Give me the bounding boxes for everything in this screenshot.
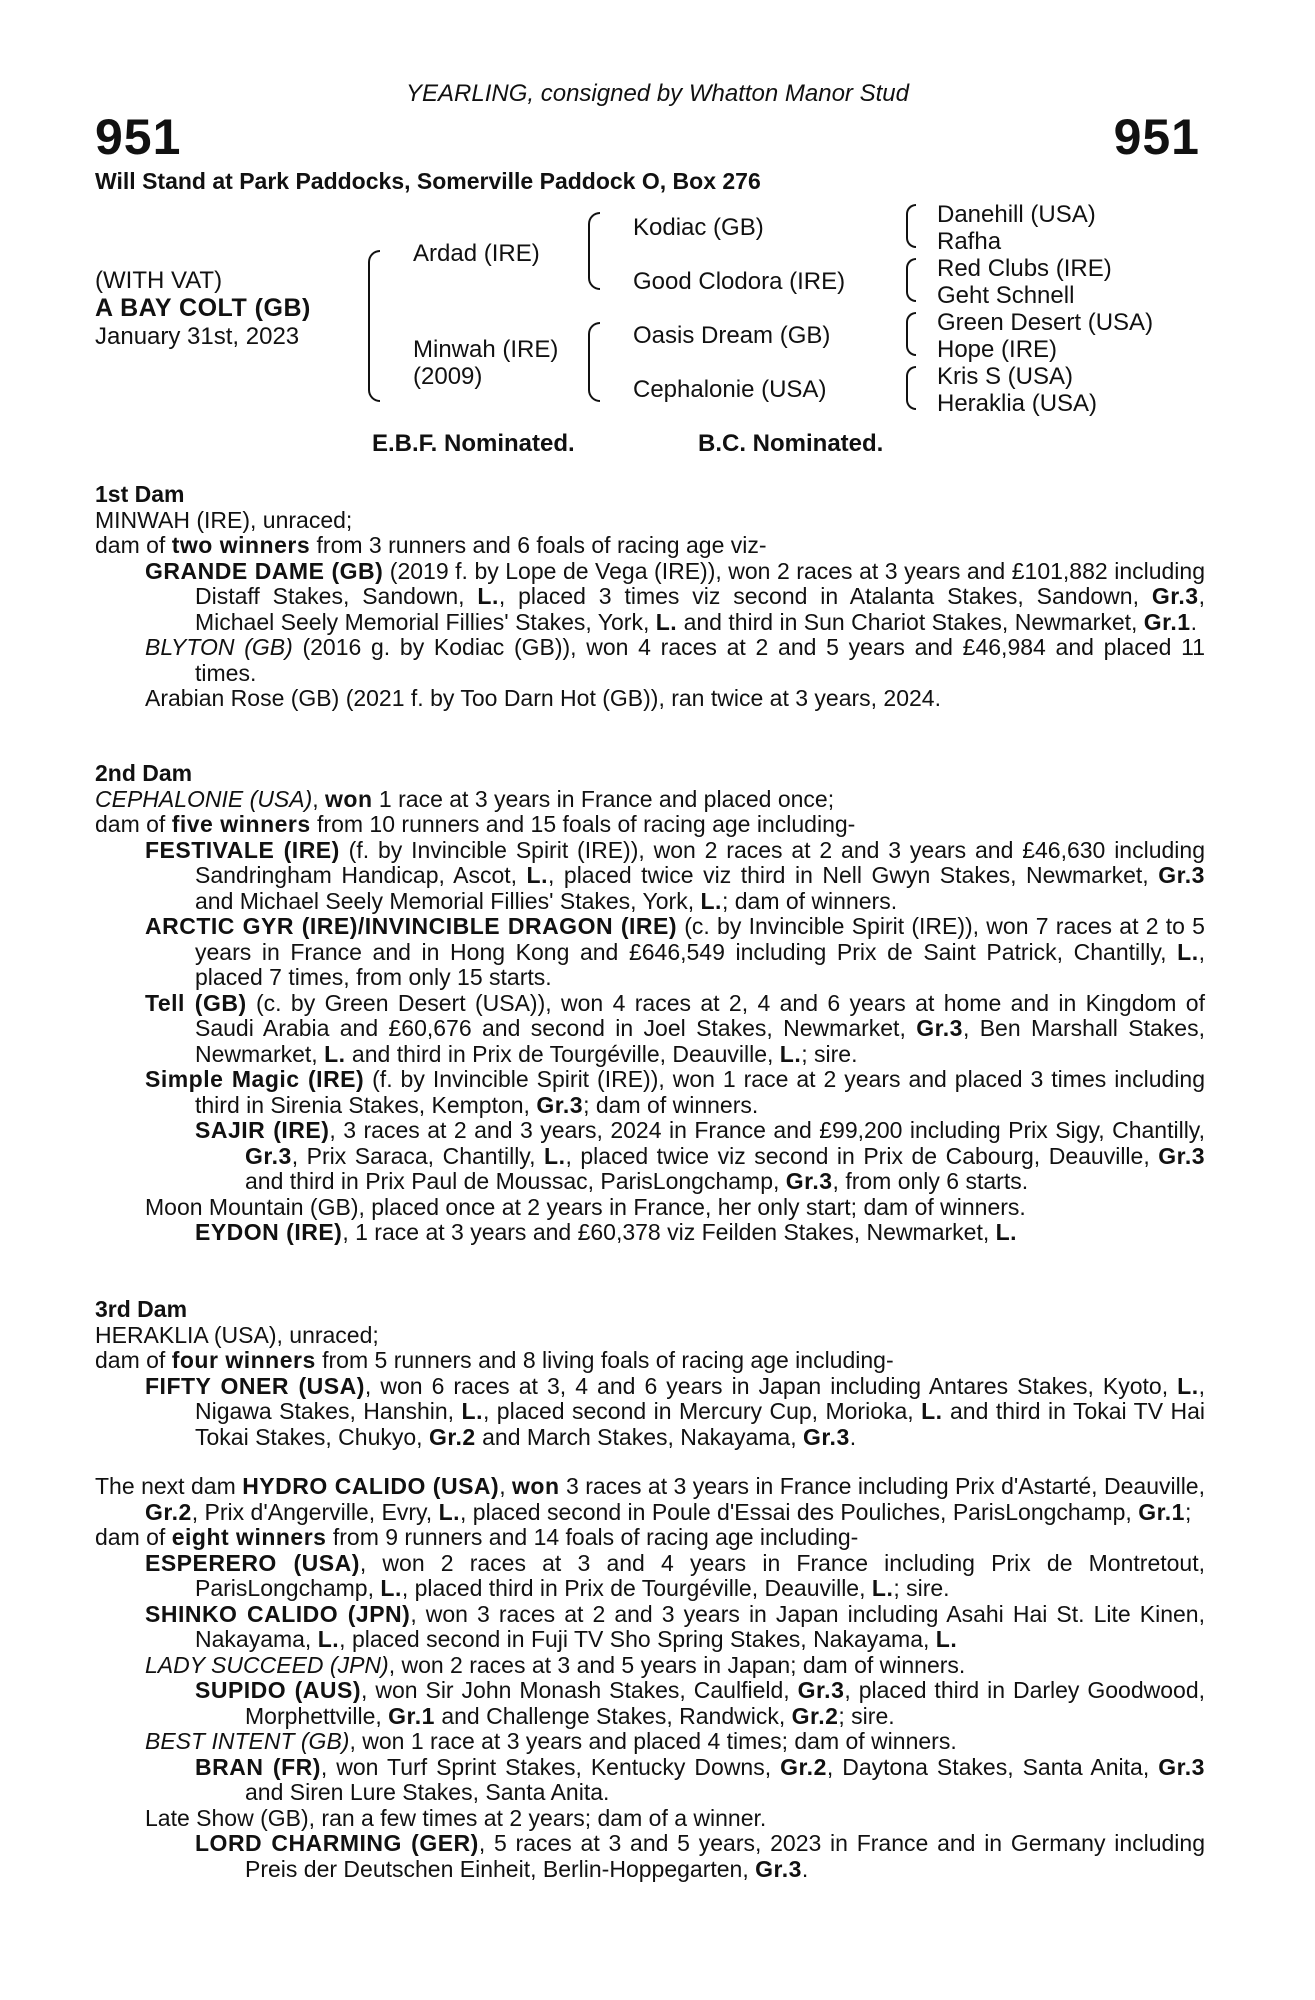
second-dam-entry-7: EYDON (IRE), 1 race at 3 years and £60,378 viz Feilden Stakes, Newmarket, L. <box>195 1219 1018 1245</box>
next-dam-line1: The next dam HYDRO CALIDO (USA), won 3 races at 3 years in France including Prix d'Astarté, Deauville, Gr.2, Prix d'Angerville, Evry, L., placed second in Poule d'Essai des Pouliches, ParisLongchamp, Gr.1; <box>95 1473 1205 1525</box>
next-dam-entry-2: SHINKO CALIDO (JPN), won 3 races at 2 and 3 years in Japan including Asahi Hai St. Lite Kinen, Nakayama, L., placed second in Fuji TV Sho Spring Stakes, Nakayama, L. <box>145 1600 1205 1652</box>
second-dam-entry-2: ARCTIC GYR (IRE)/INVINCIBLE DRAGON (IRE) (c. by Invincible Spirit (IRE)), won 7 races at 2 to 5 years in France and in Hong Kong and £646,549 including Prix de Saint Patrick, Chantilly, L., placed 7 times, from only 15 starts. <box>145 913 1205 990</box>
gen3-2: Rafha <box>937 228 1002 255</box>
third-dam-line1: HERAKLIA (USA), unraced; <box>95 1321 379 1348</box>
stand-location: Will Stand at Park Paddocks, Somerville Paddock O, Box 276 <box>95 168 761 194</box>
horse-name: A BAY COLT (GB) <box>95 294 311 322</box>
first-dam-entry-3: Arabian Rose (GB) (2021 f. by Too Darn Hot (GB)), ran twice at 3 years, 2024. <box>145 685 941 711</box>
third-dam-heading: 3rd Dam <box>95 1296 188 1322</box>
second-dam-entry-1: FESTIVALE (IRE) (f. by Invincible Spirit (IRE)), won 2 races at 2 and 3 years and £46,630 including Sandringham Handicap, Ascot, L., placed twice viz third in Nell Gwyn Stakes, Newmarket, Gr.3 and Michael Seely Memorial Fillies' Stakes, York, L.; dam of winners. <box>145 836 1205 914</box>
next-dam-line2: dam of eight winners from 9 runners and 14 foals of racing age including- <box>95 1524 859 1550</box>
pedigree-brace-g1 <box>906 204 916 248</box>
first-dam-entry-2: BLYTON (GB) (2016 g. by Kodiac (GB)), won 4 races at 2 and 5 years and £46,984 and placed 11 times. <box>145 634 1205 686</box>
dam-dam: Cephalonie (USA) <box>633 376 827 403</box>
next-dam-entry-4: SUPIDO (AUS), won Sir John Monash Stakes, Caulfield, Gr.3, placed third in Darley Goodwood, Morphettville, Gr.1 and Challenge Stakes, Randwick, Gr.2; sire. <box>195 1677 1206 1729</box>
ebf-nomination: E.B.F. Nominated. <box>372 430 575 457</box>
pedigree-brace-g3 <box>906 312 916 356</box>
next-dam-entry-8: LORD CHARMING (GER), 5 races at 3 and 5 years, 2023 in France and in Germany including Preis der Deutschen Einheit, Berlin-Hoppegarten, Gr.3. <box>195 1830 1205 1882</box>
third-dam-line2: dam of four winners from 5 runners and 8 living foals of racing age including- <box>95 1347 894 1373</box>
next-dam-entry-5: BEST INTENT (GB), won 1 race at 3 years and placed 4 times; dam of winners. <box>145 1728 957 1754</box>
second-dam-entry-6: Moon Mountain (GB), placed once at 2 years in France, her only start; dam of winners. <box>145 1193 1026 1220</box>
pedigree-brace-g4 <box>906 366 916 410</box>
bc-nomination: B.C. Nominated. <box>698 430 884 457</box>
gen3-7: Kris S (USA) <box>937 363 1074 390</box>
gen3-6: Hope (IRE) <box>937 336 1058 363</box>
next-dam-section <box>95 1474 1205 1882</box>
consignment-line: YEARLING, consigned by Whatton Manor Stud <box>406 80 909 107</box>
second-dam-heading: 2nd Dam <box>95 760 193 786</box>
gen3-8: Heraklia (USA) <box>937 390 1098 417</box>
dam-name: Minwah (IRE) <box>413 336 559 363</box>
third-dam-entry-1: FIFTY ONER (USA), won 6 races at 3, 4 and 6 years in Japan including Antares Stakes, Kyoto, L., Nigawa Stakes, Hanshin, L., placed second in Mercury Cup, Morioka, L. and third in Tokai TV Hai Tokai Stakes, Chukyo, Gr.2 and March Stakes, Nakayama, Gr.3. <box>145 1372 1205 1450</box>
sire-name: Ardad (IRE) <box>413 240 540 267</box>
dam-year: (2009) <box>413 363 483 390</box>
lot-number-right: 951 <box>1113 109 1200 165</box>
first-dam-line2: dam of two winners from 3 runners and 6 foals of racing age viz- <box>95 532 767 558</box>
dam-sire: Oasis Dream (GB) <box>633 322 831 349</box>
first-dam-heading: 1st Dam <box>95 481 185 507</box>
gen3-1: Danehill (USA) <box>937 201 1096 228</box>
sire-sire: Kodiac (GB) <box>633 214 764 241</box>
next-dam-entry-6: BRAN (FR), won Turf Sprint Stakes, Kentucky Downs, Gr.2, Daytona Stakes, Santa Anita, Gr.3 and Siren Lure Stakes, Santa Anita. <box>195 1753 1205 1805</box>
first-dam-entry-1: GRANDE DAME (GB) (2019 f. by Lope de Vega (IRE)), won 2 races at 3 years and £101,882 including Distaff Stakes, Sandown, L., placed 3 times viz second in Atalanta Stakes, Sandown, Gr.3, Michael Seely Memorial Fillies' Stakes, York, L. and third in Sun Chariot Stakes, Newmarket, Gr.1. <box>145 557 1205 635</box>
second-dam-line2: dam of five winners from 10 runners and 15 foals of racing age including- <box>95 811 856 837</box>
pedigree-brace-dam <box>588 322 600 402</box>
first-dam-line1: MINWAH (IRE), unraced; <box>95 506 353 533</box>
next-dam-entry-3: LADY SUCCEED (JPN), won 2 races at 3 and 5 years in Japan; dam of winners. <box>145 1651 966 1678</box>
gen3-4: Geht Schnell <box>937 282 1075 309</box>
second-dam-line1: CEPHALONIE (USA), won 1 race at 3 years in France and placed once; <box>95 785 835 812</box>
pedigree-brace-g2 <box>906 258 916 302</box>
vat-label: (WITH VAT) <box>95 267 223 294</box>
pedigree-brace-sire <box>588 212 600 290</box>
next-dam-entry-1: ESPERERO (USA), won 2 races at 3 and 4 years in France including Prix de Montretout, ParisLongchamp, L., placed third in Prix de Tourgéville, Deauville, L.; sire. <box>145 1549 1205 1601</box>
second-dam-entry-3: Tell (GB) (c. by Green Desert (USA)), won 4 races at 2, 4 and 6 years at home and in Kingdom of Saudi Arabia and £60,676 and second in Joel Stakes, Newmarket, Gr.3, Ben Marshall Stakes, Newmarket, L. and third in Prix de Tourgéville, Deauville, L.; sire. <box>145 989 1205 1067</box>
lot-number-left: 951 <box>95 109 182 165</box>
gen3-3: Red Clubs (IRE) <box>937 255 1112 282</box>
first-dam-section <box>95 482 1205 712</box>
pedigree-brace-main <box>368 250 380 402</box>
gen3-5: Green Desert (USA) <box>937 309 1154 336</box>
second-dam-entry-4: Simple Magic (IRE) (f. by Invincible Spirit (IRE)), won 1 race at 2 years and placed 3 times including third in Sirenia Stakes, Kempton, Gr.3; dam of winners. <box>145 1066 1205 1118</box>
next-dam-entry-7: Late Show (GB), ran a few times at 2 years; dam of a winner. <box>145 1804 767 1831</box>
foaling-date: January 31st, 2023 <box>95 323 300 350</box>
second-dam-section <box>95 761 1205 1246</box>
second-dam-entry-5: SAJIR (IRE), 3 races at 2 and 3 years, 2024 in France and £99,200 including Prix Sigy, Chantilly, Gr.3, Prix Saraca, Chantilly, L., placed twice viz second in Prix de Cabourg, Deauville, Gr.3 and third in Prix Paul de Moussac, ParisLongchamp, Gr.3, from only 6 starts. <box>195 1117 1206 1194</box>
sire-dam: Good Clodora (IRE) <box>633 268 846 295</box>
third-dam-section <box>95 1297 1205 1450</box>
